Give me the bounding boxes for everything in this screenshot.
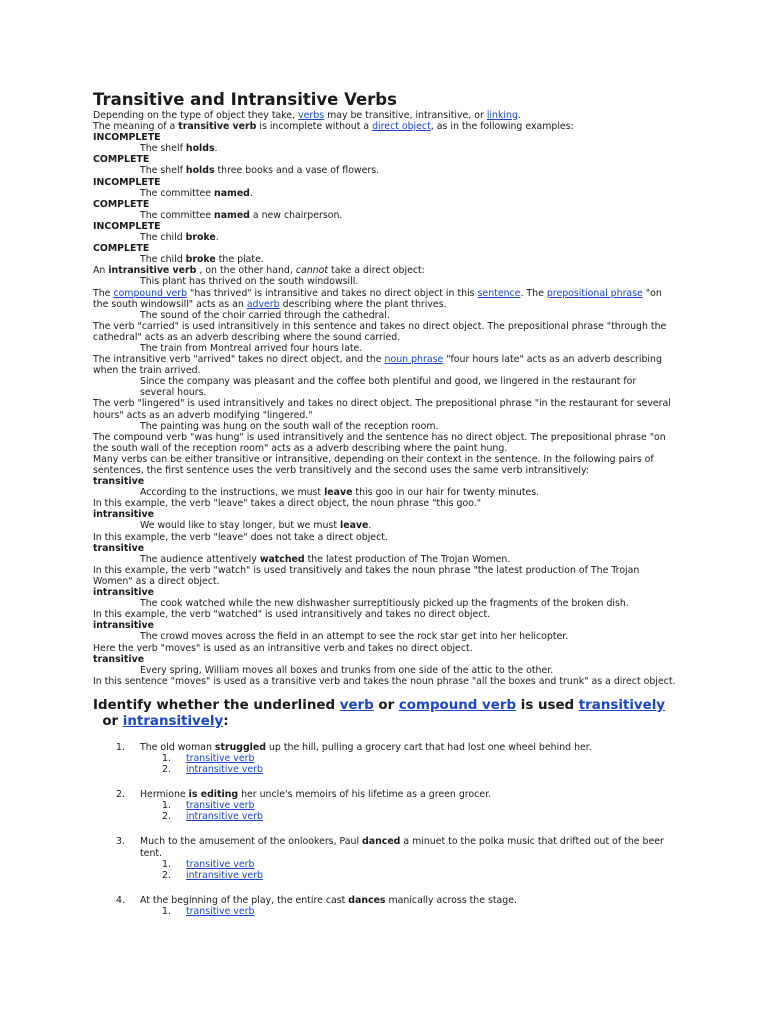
option-number: 2. <box>162 811 171 823</box>
definition-text: , as in the following examples: <box>430 121 574 133</box>
example-text: the plate. <box>215 254 264 266</box>
example-sentence: Since the company was pleasant and the coffee both plentiful and good, we lingered in the restaurant for several hours. <box>140 376 637 399</box>
quiz-verb: danced <box>362 836 401 848</box>
explanation-text: The intransitive verb "arrived" takes no direct object, and the <box>93 354 385 366</box>
example-text: . <box>214 143 218 155</box>
explanation <box>93 288 678 310</box>
quiz-item <box>93 836 678 880</box>
pair-label: INCOMPLETE <box>93 220 161 232</box>
quiz-item <box>93 742 678 775</box>
example-label: intransitive <box>93 620 154 632</box>
example-verb: leave <box>340 520 369 532</box>
explanation: Here the verb "moves" is used as an intransitive verb and takes no direct object. <box>93 642 473 654</box>
example-label: intransitive <box>93 509 154 521</box>
example-sentence: The sound of the choir carried through the cathedral. <box>140 309 390 321</box>
example-sentence: The train from Montreal arrived four hours late. <box>140 342 363 354</box>
link-transitively[interactable]: transitively <box>578 697 666 713</box>
example-label: transitive <box>93 542 145 554</box>
example-text: According to the instructions, we must <box>140 487 325 499</box>
explanation: In this example, the verb "watched" is used intransitively and takes no direct object. <box>93 609 491 621</box>
quiz-heading-text: or <box>373 697 399 713</box>
quiz-verb: dances <box>348 894 386 906</box>
quiz-heading-text: or <box>93 713 123 729</box>
explanation: In this example, the verb "leave" takes a direct object, the noun phrase "this goo." <box>93 498 482 510</box>
example-sentence: Every spring, William moves all boxes and trunks from one side of the attic to the other. <box>140 664 554 676</box>
answer-option <box>140 870 678 881</box>
answer-transitive-link[interactable]: transitive verb <box>186 858 255 870</box>
definition-text: take a direct object: <box>328 265 425 277</box>
example-text: The committee <box>140 187 215 199</box>
explanation: The verb "lingered" is used intransitively and takes no direct object. The prepositional phrase "in the restaurant for several hours" acts as an adverb modifying "lingered." <box>93 398 671 421</box>
link-compound-verb-heading[interactable]: compound verb <box>398 697 517 713</box>
many-verbs-paragraph: Many verbs can be either transitive or intransitive, depending on their context in the sentence. In the following pairs of sentences, the first sentence uses the verb transitively and the second uses the same verb intransitively: <box>93 453 654 476</box>
quiz-text: At the beginning of the play, the entire cast <box>140 894 349 906</box>
quiz-heading-text: : <box>223 713 229 729</box>
option-number: 1. <box>162 800 171 812</box>
pair-label: INCOMPLETE <box>93 176 161 188</box>
explanation: In this example, the verb "leave" does not take a direct object. <box>93 531 388 543</box>
example-text: a new chairperson. <box>249 209 343 221</box>
option-number: 1. <box>162 752 171 764</box>
example-label: intransitive <box>93 587 154 599</box>
quiz-number: 3. <box>116 836 125 848</box>
example-text: . <box>368 520 372 532</box>
example-sentence <box>93 487 678 498</box>
example-text: . <box>215 232 219 244</box>
example-sentence <box>93 554 678 565</box>
link-intransitively[interactable]: intransitively <box>122 713 224 729</box>
example-sentence: This plant has thrived on the south windowsill. <box>140 276 359 288</box>
explanation: The compound verb "was hung" is used intransitively and the sentence has no direct object. The prepositional phrase "on the south wall of the reception room" acts as a adverb describing where the paint hung. <box>93 431 666 454</box>
answer-option <box>140 800 678 811</box>
answer-options <box>140 859 678 881</box>
pairs-list <box>93 132 678 265</box>
example-text: three books and a vase of flowers. <box>214 165 380 177</box>
link-sentence[interactable]: sentence <box>477 287 521 299</box>
intro-text: Depending on the type of object they take, <box>93 110 299 121</box>
option-number: 2. <box>162 869 171 881</box>
example-verb: watched <box>259 553 305 565</box>
pair-label: COMPLETE <box>93 198 150 210</box>
pair-example <box>93 165 678 176</box>
pair-label: COMPLETE <box>93 243 150 255</box>
quiz-item <box>93 789 678 822</box>
answer-option <box>140 753 678 764</box>
quiz-heading-text: Identify whether the underlined <box>93 697 340 713</box>
answer-option <box>140 859 678 870</box>
answer-option <box>140 811 678 822</box>
quiz-heading-text: is used <box>516 697 579 713</box>
example-verb: holds <box>185 143 215 155</box>
quiz-heading <box>93 698 678 730</box>
example-sentence: The crowd moves across the field in an attempt to see the rock star get into her helicopter. <box>140 631 569 643</box>
quiz-number: 4. <box>116 894 125 906</box>
quiz-text: Hermione <box>140 789 189 801</box>
example-text: The child <box>140 232 186 244</box>
explanation-text: describing where the plant thrives. <box>279 298 447 310</box>
answer-transitive-link[interactable]: transitive verb <box>186 752 255 764</box>
example-text: The shelf <box>140 143 186 155</box>
explanation: In this example, the verb "watch" is used transitively and takes the noun phrase "the latest production of The Trojan Women" as a direct object. <box>93 564 640 587</box>
intro-paragraph <box>93 110 678 121</box>
quiz-verb: struggled <box>214 741 266 753</box>
pair-label: COMPLETE <box>93 154 150 166</box>
explanation-text: The <box>93 287 114 299</box>
example-text: We would like to stay longer, but we must <box>140 520 341 532</box>
answer-intransitive-link[interactable]: intransitive verb <box>186 811 263 823</box>
example-verb: broke <box>185 232 216 244</box>
quiz-text: The old woman <box>140 741 215 753</box>
definition-text: An <box>93 265 109 277</box>
answer-transitive-link[interactable]: transitive verb <box>186 800 255 812</box>
example-text: . <box>249 187 253 199</box>
example-text: the latest production of The Trojan Women. <box>304 553 511 565</box>
link-noun-phrase[interactable]: noun phrase <box>384 354 444 366</box>
definition-text: The meaning of a <box>93 121 179 133</box>
link-verb[interactable]: verb <box>339 697 374 713</box>
definition-text: , on the other hand, <box>196 265 296 277</box>
pair-example <box>93 210 678 221</box>
example-verb: named <box>214 209 250 221</box>
example-text: The committee <box>140 209 215 221</box>
definition-text: is incomplete without a <box>256 121 373 133</box>
definition-term: intransitive verb <box>108 265 197 277</box>
explanation-text: "four hours late" acts as an adverb describing when the train arrived. <box>93 354 662 377</box>
link-adverb[interactable]: adverb <box>246 298 280 310</box>
emphasis-text: cannot <box>295 265 329 277</box>
example-verb: holds <box>185 165 215 177</box>
answer-options <box>140 906 678 917</box>
link-prepositional-phrase[interactable]: prepositional phrase <box>546 287 643 299</box>
example-text: The child <box>140 254 186 266</box>
intransitive-definition <box>93 265 678 276</box>
quiz-verb: is editing <box>188 789 239 801</box>
quiz-number: 2. <box>116 789 125 801</box>
example-text: this goo in our hair for twenty minutes. <box>352 487 540 499</box>
explanation-text: "on the south windowsill" acts as an <box>93 287 662 310</box>
example-label: transitive <box>93 653 145 665</box>
example-text: The audience attentively <box>140 553 260 565</box>
explanation-text: "has thrived" is intransitive and takes no direct object in this <box>187 287 478 299</box>
option-number: 1. <box>162 905 171 917</box>
example-text: The shelf <box>140 165 186 177</box>
examples-list <box>93 476 678 687</box>
example-sentence: The cook watched while the new dishwasher surreptitiously picked up the fragments of the broken dish. <box>140 598 629 610</box>
answer-option <box>140 764 678 775</box>
link-compound-verb[interactable]: compound verb <box>113 287 188 299</box>
link-linking[interactable]: linking <box>486 110 518 121</box>
example-sentence <box>93 520 678 531</box>
pair-example <box>93 188 678 199</box>
answer-intransitive-link[interactable]: intransitive verb <box>186 764 263 776</box>
pair-example <box>93 232 678 243</box>
transitive-definition <box>93 121 678 132</box>
answer-transitive-link[interactable]: transitive verb <box>186 905 255 917</box>
example-verb: named <box>214 187 250 199</box>
quiz-text: up the hill, pulling a grocery cart that had lost one wheel behind her. <box>265 741 592 753</box>
quiz-item <box>93 895 678 917</box>
explanation-text: . The <box>520 287 547 299</box>
example-sentence: The painting was hung on the south wall of the reception room. <box>140 420 439 432</box>
definition-term: transitive verb <box>178 121 257 133</box>
option-number: 2. <box>162 764 171 776</box>
quiz-number: 1. <box>116 741 125 753</box>
intro-text: . <box>517 110 521 121</box>
explanation: In this sentence "moves" is used as a transitive verb and takes the noun phrase "all the boxes and trunk" as a direct object. <box>93 675 676 687</box>
link-direct-object[interactable]: direct object <box>372 121 431 133</box>
explanation: The verb "carried" is used intransitively in this sentence and takes no direct object. The prepositional phrase "through the cathedral" acts as an adverb describing where the sound carried. <box>93 320 667 343</box>
option-number: 1. <box>162 858 171 870</box>
example-verb: leave <box>324 487 353 499</box>
link-verbs[interactable]: verbs <box>298 110 325 121</box>
explanation <box>93 354 678 376</box>
quiz-text: her uncle's memoirs of his lifetime as a green grocer. <box>238 789 492 801</box>
example-label: transitive <box>93 476 145 488</box>
pair-label: INCOMPLETE <box>93 132 161 144</box>
example-verb: broke <box>185 254 216 266</box>
pair-example <box>93 254 678 265</box>
answer-option <box>140 906 678 917</box>
quiz-text: Much to the amusement of the onlookers, Paul <box>140 836 363 848</box>
intro-text: may be transitive, intransitive, or <box>324 110 487 121</box>
quiz-text: manically across the stage. <box>385 894 517 906</box>
pair-example <box>93 143 678 154</box>
page-title: Transitive and Intransitive Verbs <box>93 90 397 109</box>
answer-options <box>140 800 678 822</box>
quiz-list <box>93 742 678 917</box>
document <box>93 90 678 931</box>
answer-options <box>140 753 678 775</box>
quiz-text: a minuet to the polka music that drifted out of the beer tent. <box>140 836 664 859</box>
answer-intransitive-link[interactable]: intransitive verb <box>186 869 263 881</box>
